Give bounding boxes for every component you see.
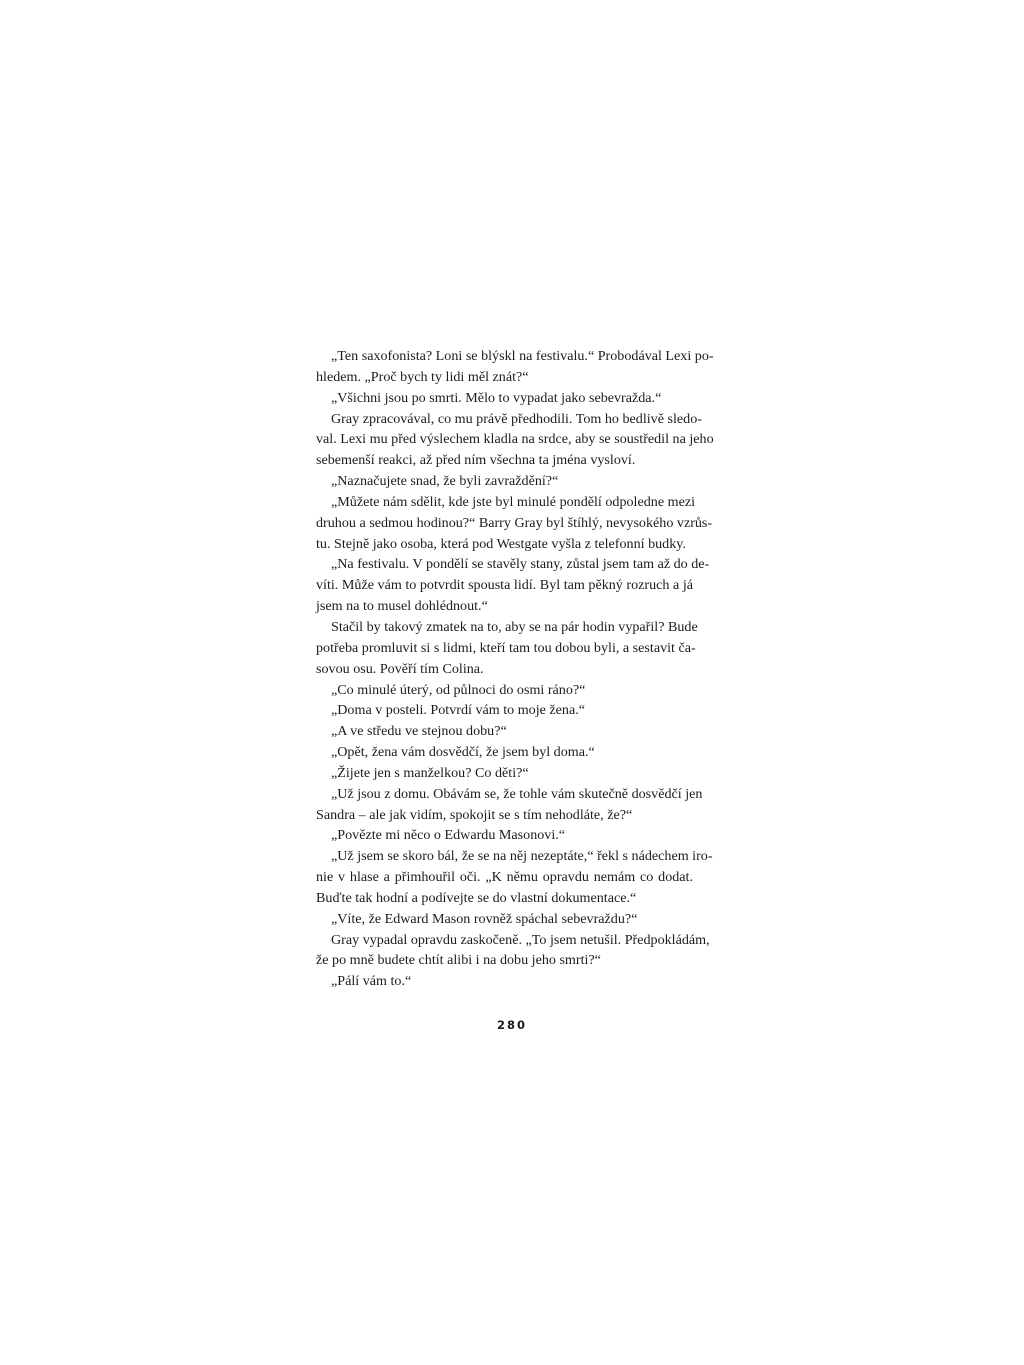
text-line: jsem na to musel dohlédnout.“ — [316, 598, 488, 615]
paragraph — [316, 680, 693, 701]
text-line: „Opět, žena vám dosvědčí, že jsem byl doma.“ — [331, 744, 595, 761]
paragraph — [316, 471, 693, 492]
text-line: potřeba promluvit si s lidmi, kteří tam tou dobou byli, a sestavit ča- — [316, 639, 696, 656]
text-line: sebemenší reakci, až před ním všechna ta jména vysloví. — [316, 452, 636, 469]
text-line: „Povězte mi něco o Edwardu Masonovi.“ — [331, 827, 566, 844]
paragraph — [316, 971, 693, 992]
text-line: „Už jsem se skoro bál, že se na něj nezeptáte,“ řekl s nádechem iro- — [331, 848, 713, 865]
text-line: „Doma v posteli. Potvrdí vám to moje žena.“ — [331, 702, 586, 719]
paragraph — [316, 825, 693, 846]
text-line: „Pálí vám to.“ — [331, 973, 412, 990]
body-text — [316, 346, 714, 992]
paragraph — [316, 617, 698, 680]
paragraph — [316, 700, 693, 721]
text-line: nie v hlase a přimhouřil oči. „K němu opravdu nemám co dodat. — [316, 869, 693, 886]
paragraph — [316, 492, 713, 555]
text-line: Sandra – ale jak vidím, spokojit se s tím nehodláte, že?“ — [316, 806, 633, 823]
text-line: tu. Stejně jako osoba, která pod Westgate vyšla z telefonní budky. — [316, 535, 686, 552]
page-number: 280 — [496, 1018, 527, 1032]
text-line: hledem. „Proč bych ty lidi měl znát?“ — [316, 368, 529, 385]
text-line: Gray vypadal opravdu zaskočeně. „To jsem netušil. Předpokládám, — [331, 931, 710, 948]
text-line: „Žijete jen s manželkou? Co děti?“ — [331, 764, 529, 781]
text-line: druhou a sedmou hodinou?“ Barry Gray byl štíhlý, nevysokého vzrůs- — [316, 514, 713, 531]
paragraph — [316, 763, 693, 784]
paragraph — [316, 346, 714, 388]
text-line: Gray zpracovával, co mu právě předhodili. Tom ho bedlivě sledo- — [331, 410, 702, 427]
paragraph — [316, 784, 703, 826]
paragraph — [316, 846, 713, 909]
paragraph — [316, 909, 693, 930]
text-line: sovou osu. Pověří tím Colina. — [316, 660, 484, 677]
paragraph — [316, 721, 693, 742]
text-line: „Víte, že Edward Mason rovněž spáchal sebevraždu?“ — [331, 910, 638, 927]
text-line: val. Lexi mu před výslechem kladla na srdce, aby se soustředil na jeho — [316, 431, 714, 448]
text-line: Stačil by takový zmatek na to, aby se na pár hodin vypařil? Bude — [331, 618, 698, 635]
text-line: „Na festivalu. V pondělí se stavěly stany, zůstal jsem tam až do de- — [331, 556, 710, 573]
text-line: že po mně budete chtít alibi i na dobu jeho smrti?“ — [316, 952, 601, 969]
text-line: „Naznačujete snad, že byli zavraždění?“ — [331, 473, 559, 490]
text-line: „Už jsou z domu. Obávám se, že tohle vám skutečně dosvědčí jen — [331, 785, 703, 802]
paragraph — [316, 388, 693, 409]
paragraph — [316, 930, 710, 972]
text-line: „Všichni jsou po smrti. Mělo to vypadat jako sebevražda.“ — [331, 389, 662, 406]
paragraph — [316, 409, 714, 472]
text-line: „Ten saxofonista? Loni se blýskl na festivalu.“ Probodával Lexi po- — [331, 348, 714, 364]
text-line: „Co minulé úterý, od půlnoci do osmi ráno?“ — [331, 681, 586, 698]
text-line: „A ve středu ve stejnou dobu?“ — [331, 723, 507, 740]
text-line: „Můžete nám sdělit, kde jste byl minulé pondělí odpoledne mezi — [331, 493, 695, 510]
text-line: víti. Může vám to potvrdit spousta lidí. Byl tam pěkný rozruch a já — [316, 577, 693, 594]
text-line: Buďte tak hodní a podívejte se do vlastní dokumentace.“ — [316, 889, 637, 906]
paragraph — [316, 742, 693, 763]
paragraph — [316, 554, 710, 617]
